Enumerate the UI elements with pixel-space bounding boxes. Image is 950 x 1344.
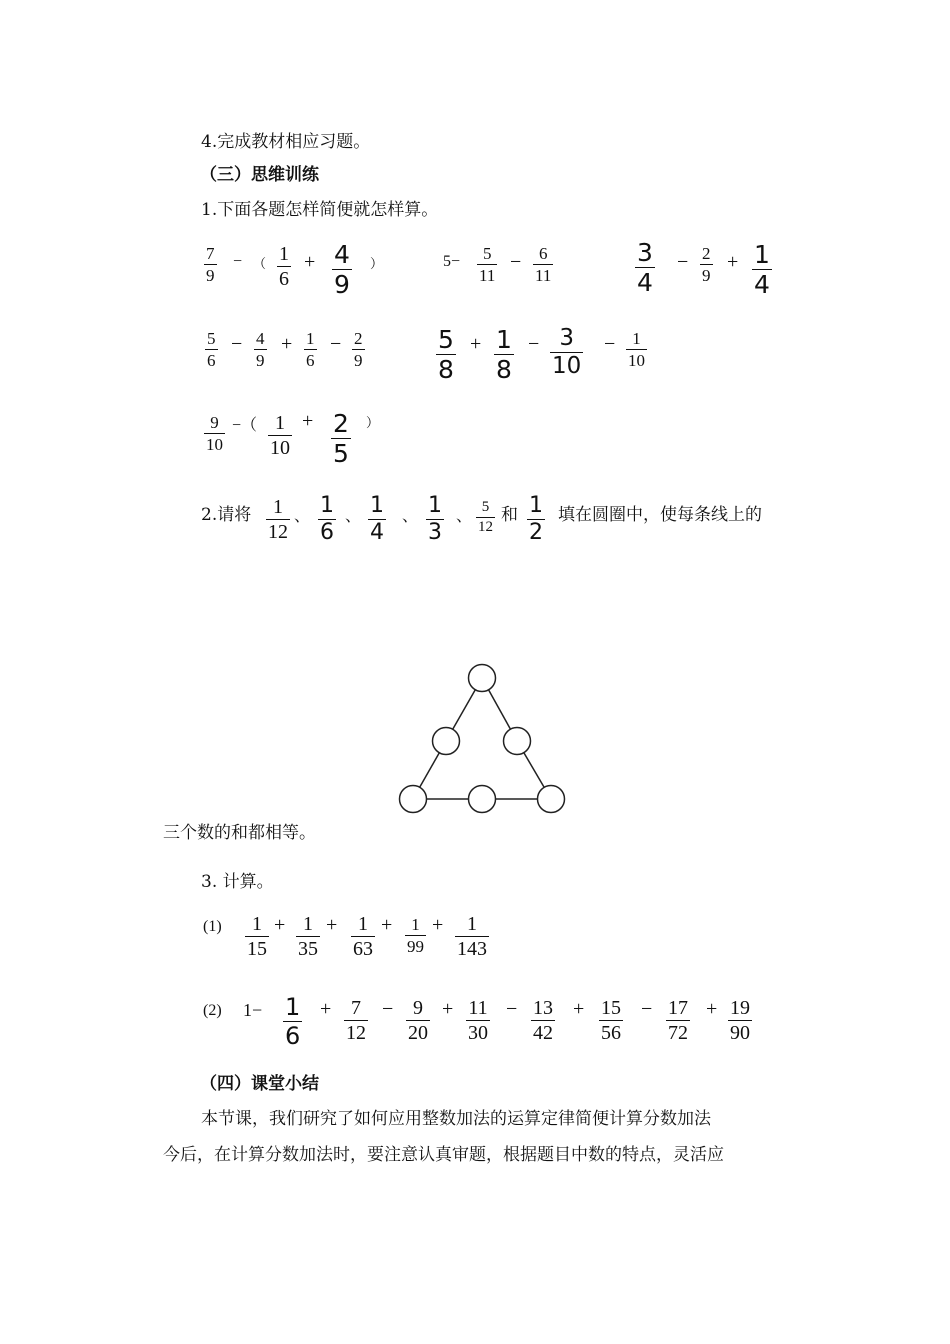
fraction: 6 11 [535, 244, 552, 285]
fraction: 5 11 [479, 244, 496, 285]
operator: + [274, 914, 286, 936]
conjunction: 和 [501, 505, 518, 525]
fraction: 1 10 [628, 329, 645, 370]
separator: 、 [345, 508, 362, 525]
operator: + [727, 251, 739, 273]
operator: − [677, 251, 689, 273]
separator: 、 [456, 508, 473, 525]
fraction: 1 4 [370, 493, 384, 545]
blank-circle[interactable] [469, 665, 496, 692]
operator: + [442, 998, 454, 1020]
fraction: 1 2 [529, 493, 543, 545]
fraction: 5 6 [207, 329, 216, 370]
fraction: 1 6 [279, 243, 289, 290]
fraction: 1 12 [268, 496, 288, 543]
fraction: 2 9 [702, 244, 711, 285]
item-4-text: 4.完成教材相应习题。 [201, 132, 371, 152]
fraction: 1 6 [285, 993, 301, 1050]
fraction: 5 12 [478, 499, 493, 535]
operator: ） [366, 415, 380, 430]
fraction: 1 3 [428, 493, 442, 545]
fraction: 1 63 [353, 913, 373, 960]
blank-circle[interactable] [433, 728, 460, 755]
fraction: 2 5 [333, 409, 349, 468]
separator: 、 [402, 508, 419, 525]
operator: − [382, 998, 394, 1020]
operator: + [326, 914, 338, 936]
fraction: 3 4 [637, 238, 653, 297]
operator: ） [370, 256, 384, 271]
fraction: 1 6 [306, 329, 315, 370]
fraction: 17 72 [668, 997, 688, 1044]
question-2-prefix: 2.请将 [201, 505, 252, 525]
fraction: 4 9 [334, 240, 350, 299]
blank-circle[interactable] [538, 786, 565, 813]
operator: + [281, 333, 293, 355]
operator: + [706, 998, 718, 1020]
fraction: 19 90 [730, 997, 750, 1044]
operator: + [302, 410, 314, 432]
operator: − [528, 333, 540, 355]
operator: − [604, 333, 616, 355]
blank-circle[interactable] [469, 786, 496, 813]
operator: − [231, 333, 243, 355]
fraction: 7 9 [206, 244, 215, 285]
question-2-suffix: 填在圆圈中，使每条线上的 [558, 505, 762, 525]
triangle-circle-diagram [380, 655, 602, 835]
operator: + [304, 251, 316, 273]
operator: + [320, 998, 332, 1020]
operator: − [330, 333, 342, 355]
item-label: (1) [203, 918, 222, 935]
fraction: 1 6 [320, 493, 334, 545]
question-1-title: 1.下面各题怎样简便就怎样算。 [201, 200, 439, 220]
fraction: 1 10 [270, 412, 290, 459]
fraction: 3 10 [552, 325, 582, 379]
fraction: 4 9 [256, 329, 265, 370]
fraction: 1 35 [298, 913, 318, 960]
section-4-heading: （四）课堂小结 [200, 1074, 319, 1094]
operator: − [233, 253, 243, 270]
question-3-title: 3. 计算。 [201, 872, 274, 892]
fraction: 2 9 [354, 329, 363, 370]
fraction: 13 42 [533, 997, 553, 1044]
fraction: 7 12 [346, 997, 366, 1044]
operator: − [510, 251, 522, 273]
fraction: 1 143 [457, 913, 487, 960]
operator: + [432, 914, 444, 936]
operator: − [506, 998, 518, 1020]
blank-circle[interactable] [400, 786, 427, 813]
fraction: 5 8 [438, 325, 454, 384]
operator: + [573, 998, 585, 1020]
fraction: 1 8 [496, 325, 512, 384]
summary-line-2: 今后，在计算分数加法时，要注意认真审题，根据题目中数的特点，灵活应 [163, 1145, 724, 1165]
operator: + [381, 914, 393, 936]
summary-line-1: 本节课，我们研究了如何应用整数加法的运算定律简便计算分数加法 [201, 1109, 711, 1129]
operator: （ [253, 256, 267, 271]
separator: 、 [294, 508, 311, 525]
section-3-heading: （三）思维训练 [200, 165, 319, 185]
operator: + [470, 333, 482, 355]
operator: −（ [232, 417, 258, 434]
fraction: 9 20 [408, 997, 428, 1044]
fraction: 1 4 [754, 240, 770, 299]
item-label: (2) [203, 1002, 222, 1019]
operator: − [641, 998, 653, 1020]
question-2-ending: 三个数的和都相等。 [163, 823, 316, 843]
blank-circle[interactable] [504, 728, 531, 755]
fraction: 1 15 [247, 913, 267, 960]
operator: 1− [243, 1000, 263, 1020]
operator: 5− [443, 253, 461, 270]
fraction: 9 10 [206, 413, 223, 454]
fraction: 11 30 [468, 997, 488, 1044]
fraction: 15 56 [601, 997, 621, 1044]
fraction: 1 99 [407, 915, 424, 956]
